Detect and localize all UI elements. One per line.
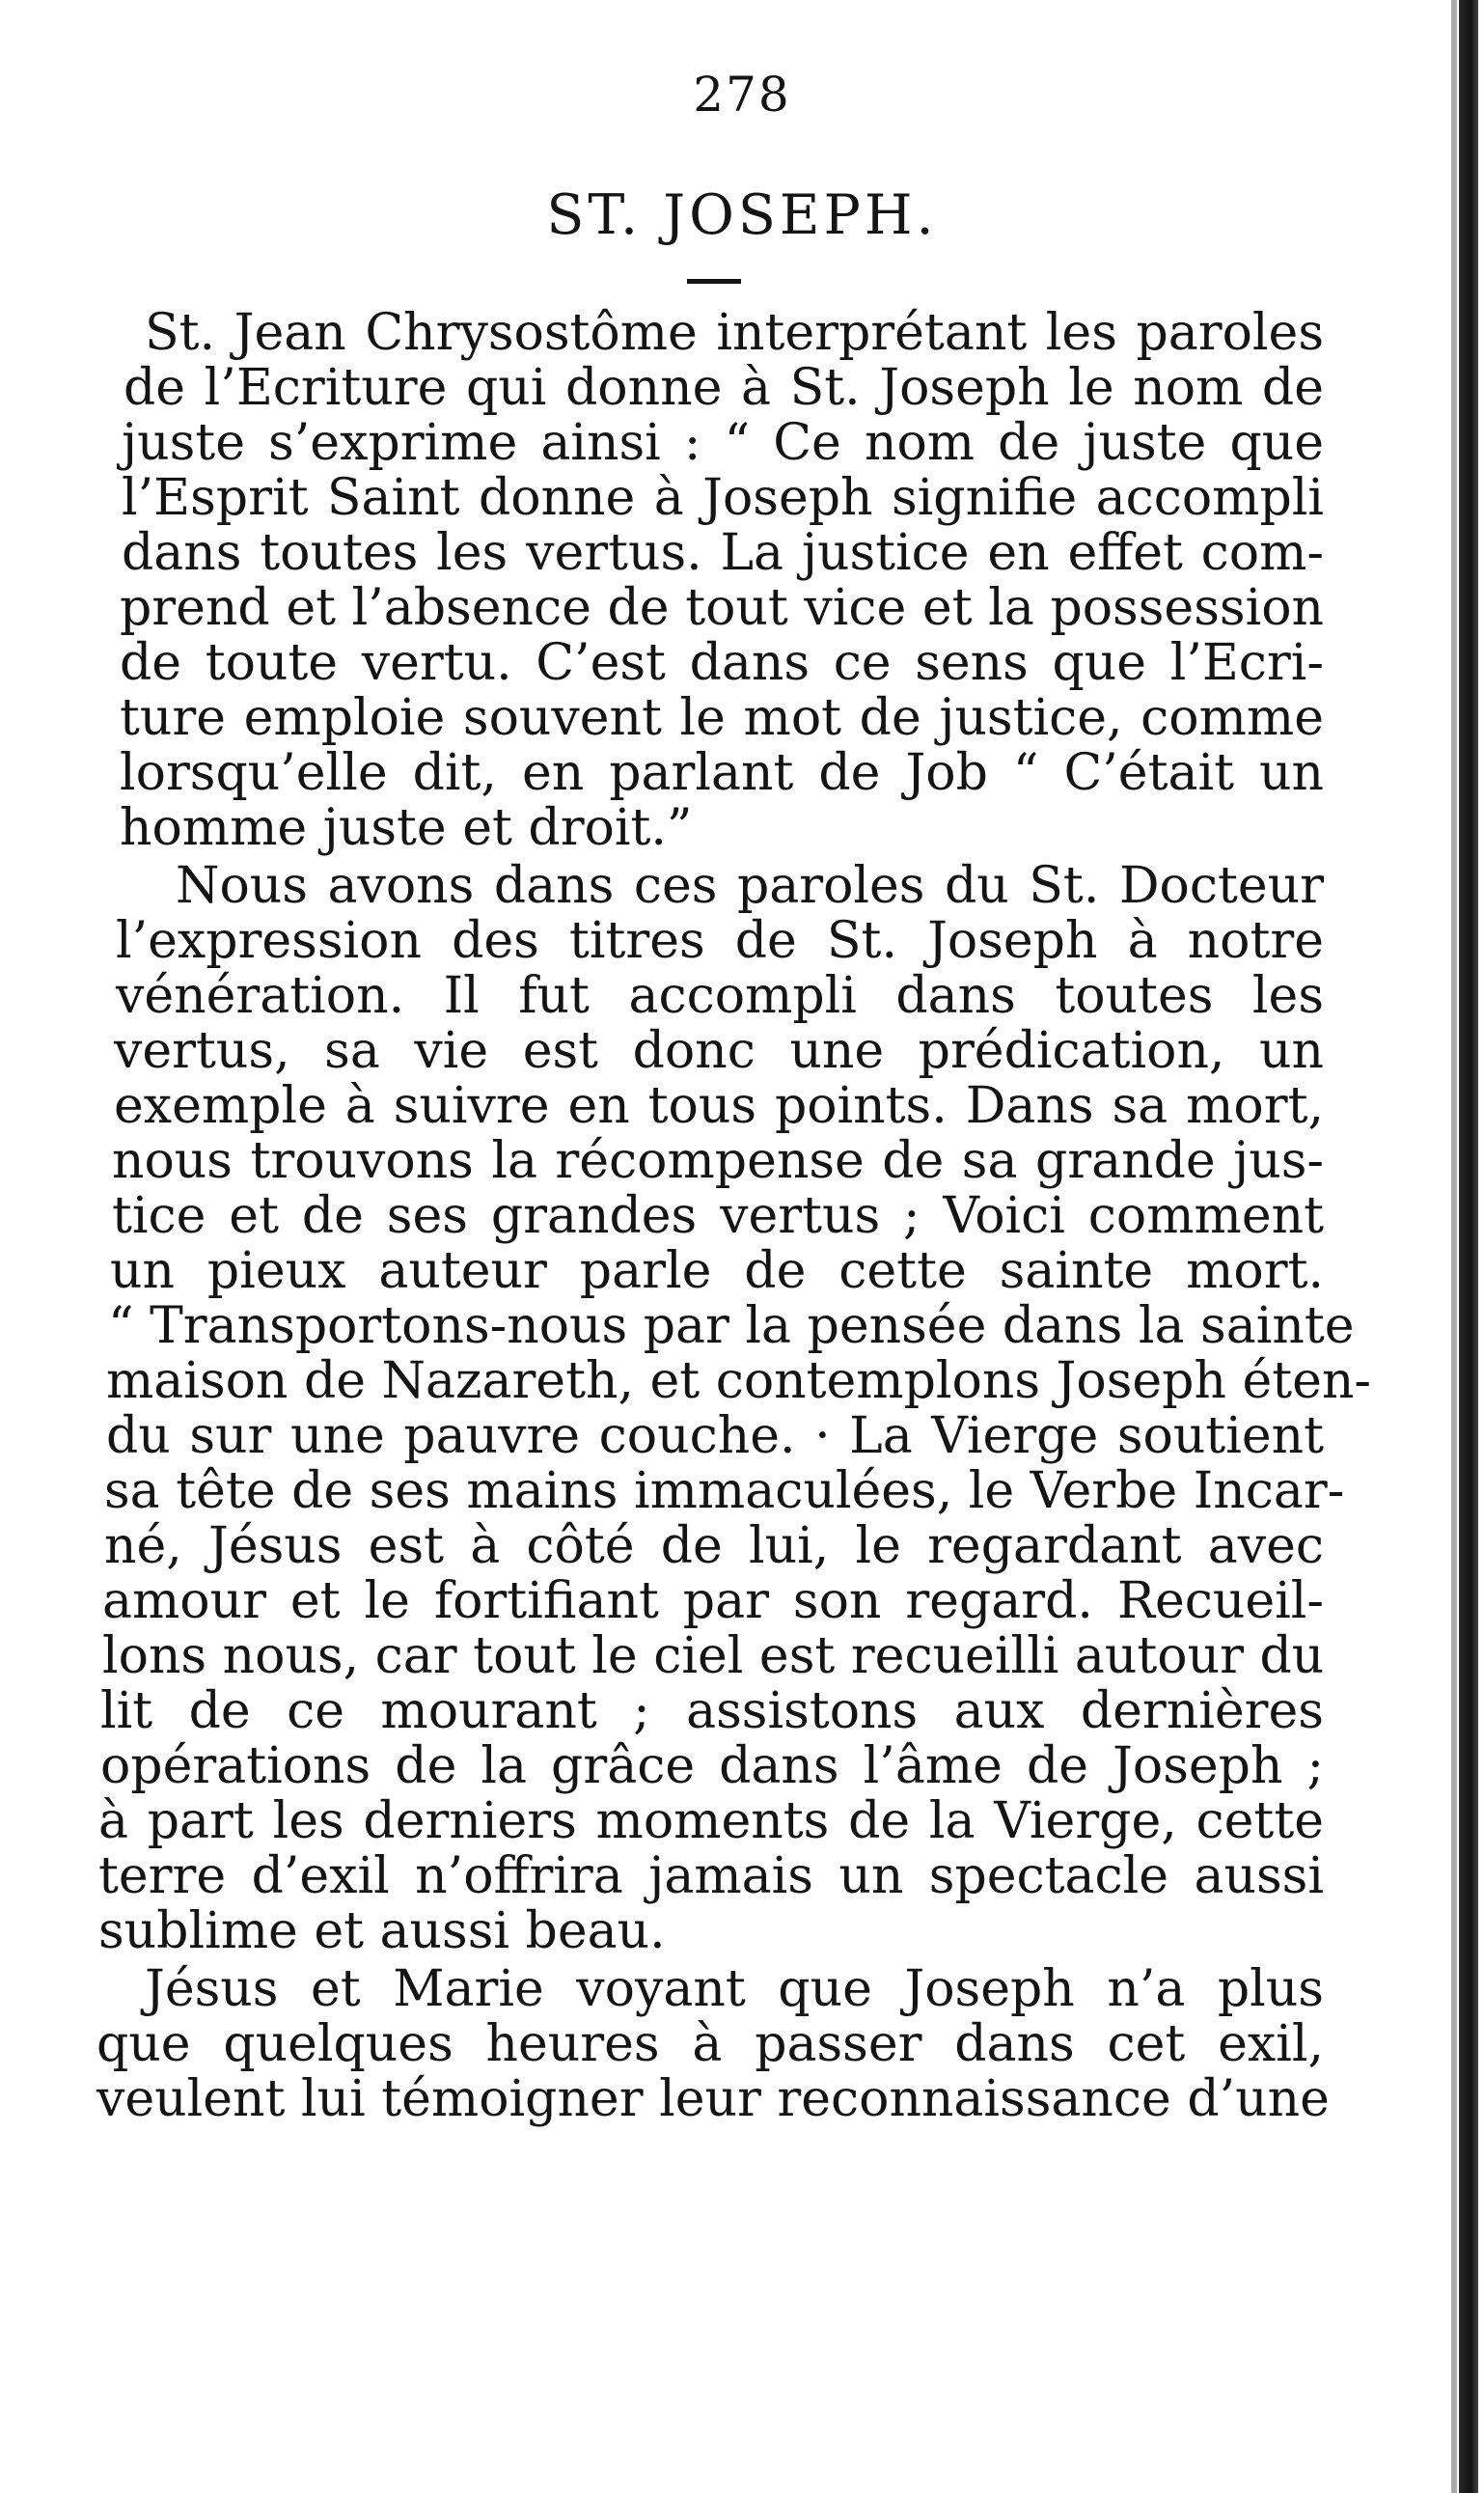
page-edge-border xyxy=(1459,0,1478,2493)
chapter-title: ST. JOSEPH. xyxy=(546,183,938,247)
text-line: lons nous, car tout le ciel est recueilli autour du xyxy=(102,1627,1325,1685)
title-rule xyxy=(687,279,741,284)
text-line: ture emploie souvent le mot de justice, comme xyxy=(120,689,1324,747)
text-line: sa tête de ses mains immaculées, le Verbe Incar- xyxy=(104,1462,1345,1520)
text-line: lit de ce mourant ; assistons aux dernières xyxy=(100,1682,1324,1740)
text-line: l’Esprit Saint donne à Joseph signifie accompli xyxy=(122,469,1324,527)
text-line: à part les derniers moments de la Vierge, cette xyxy=(98,1792,1324,1850)
text-line: veulent lui témoigner leur reconnaissance d’une xyxy=(96,2070,1330,2128)
text-line: né, Jésus est à côté de lui, le regardant avec xyxy=(104,1517,1324,1575)
text-line: Jésus et Marie voyant que Joseph n’a plus xyxy=(145,1960,1324,2018)
text-line: homme juste et droit.” xyxy=(120,799,693,857)
text-line: sublime et aussi beau. xyxy=(98,1902,666,1960)
text-line: lorsqu’elle dit, en parlant de Job “ C’était un xyxy=(120,744,1324,802)
text-line: prend et l’absence de tout vice et la possession xyxy=(120,579,1324,637)
text-line: opérations de la grâce dans l’âme de Joseph ; xyxy=(100,1737,1324,1795)
text-line: juste s’exprime ainsi : “ Ce nom de juste que xyxy=(122,414,1324,472)
page-number: 278 xyxy=(693,67,791,123)
text-line: nous trouvons la récompense de sa grande jus- xyxy=(112,1132,1324,1190)
text-line: “ Transportons-nous par la pensée dans la sainte xyxy=(108,1297,1355,1355)
text-line: que quelques heures à passer dans cet exil, xyxy=(96,2015,1324,2073)
text-line: St. Jean Chrysostôme interprétant les paroles xyxy=(145,304,1324,362)
page-edge-shadow xyxy=(1451,0,1457,2493)
text-line: amour et le fortifiant par son regard. Recueil- xyxy=(102,1572,1324,1630)
text-line: vertus, sa vie est donc une prédication, un xyxy=(114,1022,1324,1080)
text-line: tice et de ses grandes vertus ; Voici comment xyxy=(112,1187,1324,1245)
text-line: vénération. Il fut accompli dans toutes les xyxy=(116,967,1324,1025)
text-line: dans toutes les vertus. La justice en effet com- xyxy=(122,524,1324,582)
text-line: exemple à suivre en tous points. Dans sa mort, xyxy=(114,1077,1324,1135)
text-line: l’expression des titres de St. Joseph à notre xyxy=(116,912,1324,970)
text-line: de l’Ecriture qui donne à St. Joseph le nom de xyxy=(124,359,1324,417)
text-line: de toute vertu. C’est dans ce sens que l’Ecri- xyxy=(120,634,1324,692)
text-line: un pieux auteur parle de cette sainte mort. xyxy=(110,1242,1324,1300)
text-line: maison de Nazareth, et contemplons Joseph éten- xyxy=(106,1352,1371,1410)
text-line: Nous avons dans ces paroles du St. Docteur xyxy=(176,857,1324,915)
text-line: du sur une pauvre couche. · La Vierge soutient xyxy=(106,1407,1324,1465)
text-line: terre d’exil n’offrira jamais un spectacle aussi xyxy=(98,1847,1324,1905)
